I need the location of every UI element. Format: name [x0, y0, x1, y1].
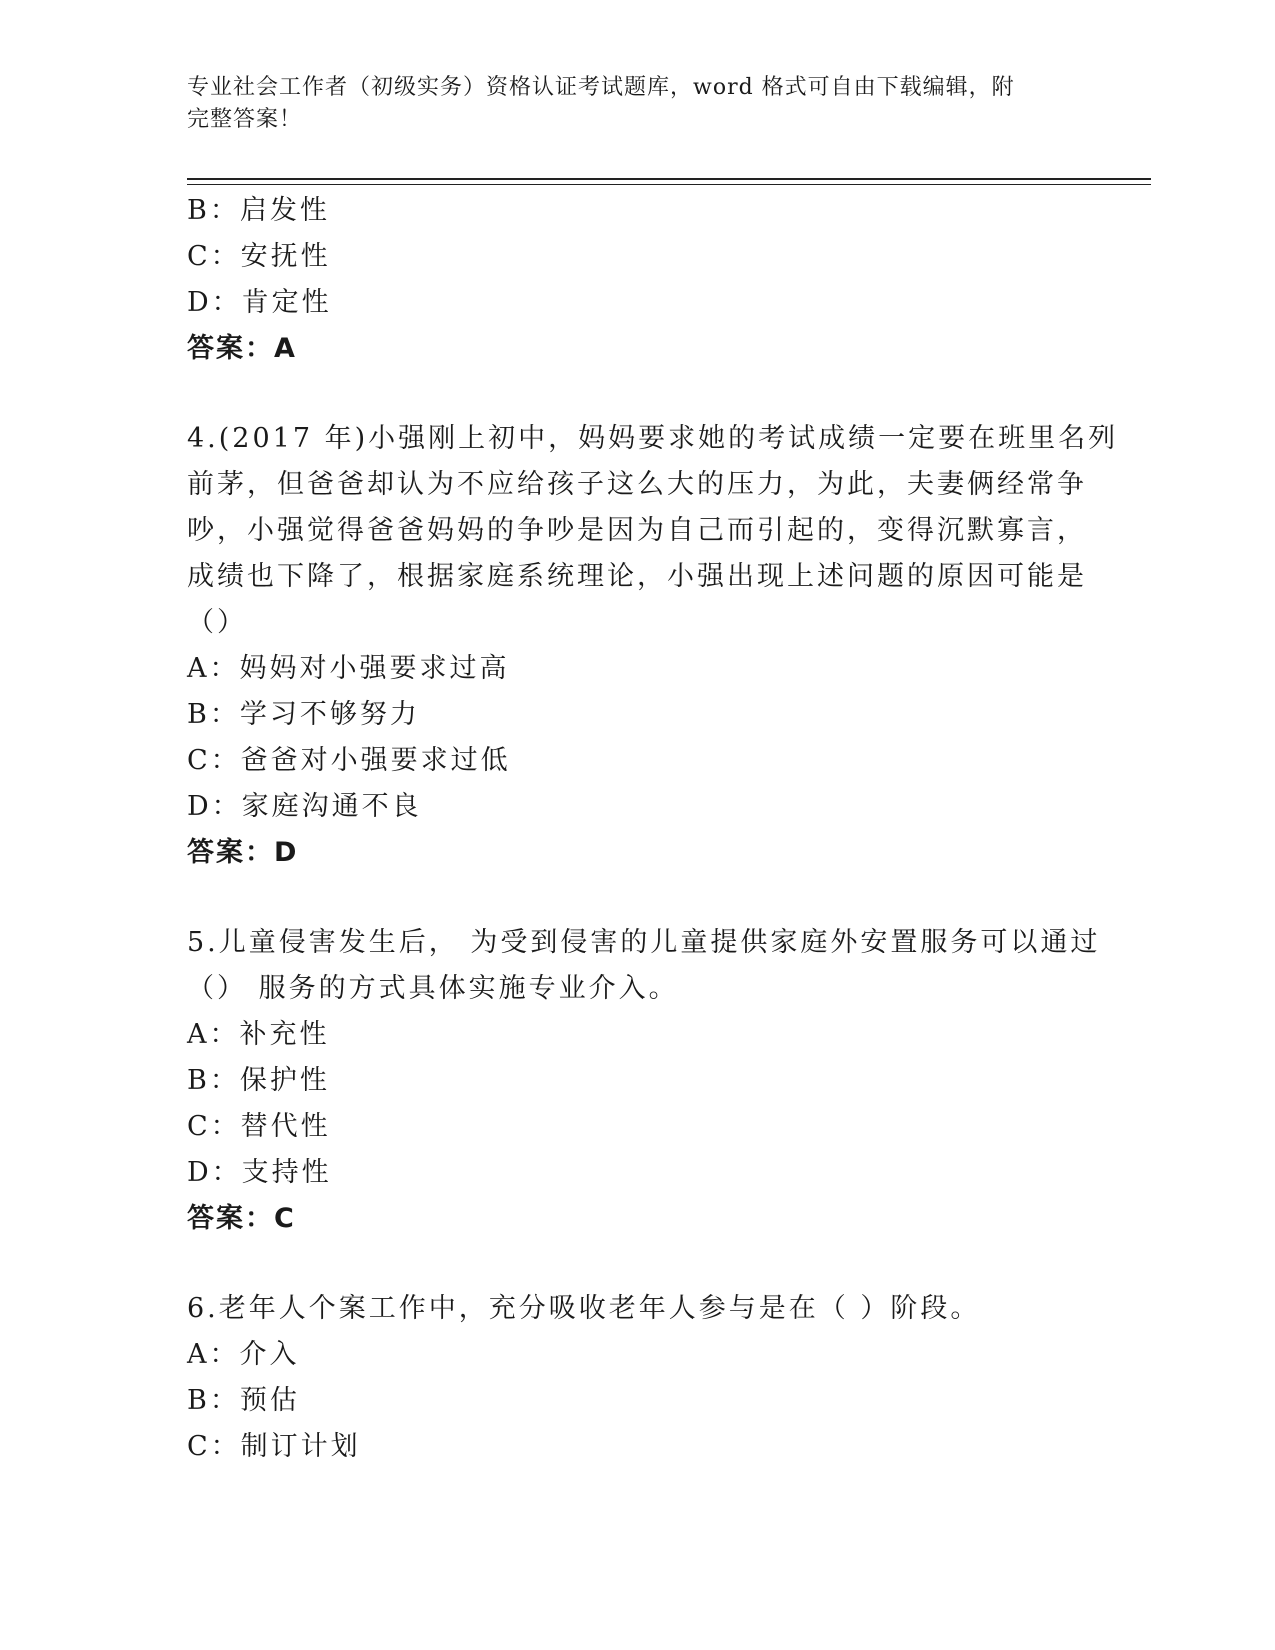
- option-c: C：制订计划: [187, 1431, 361, 1462]
- option-c: C：替代性: [187, 1111, 331, 1142]
- option-a: A：妈妈对小强要求过高: [187, 653, 510, 684]
- question-stem-line: 6.老年人个案工作中，充分吸收老年人参与是在（ ）阶段。: [187, 1293, 981, 1324]
- question-6: [187, 1286, 1067, 1470]
- question-stem-line: 成绩也下降了，根据家庭系统理论，小强出现上述问题的原因可能是: [187, 561, 1087, 592]
- question-stem-line: 吵，小强觉得爸爸妈妈的争吵是因为自己而引起的，变得沉默寡言，: [187, 515, 1087, 546]
- option-b: B：启发性: [187, 195, 330, 226]
- header-rule-thin: [187, 184, 1151, 185]
- option-a: A：补充性: [187, 1019, 330, 1050]
- question-stem-line: 4.(2017 年)小强刚上初中，妈妈要求她的考试成绩一定要在班里名列: [187, 423, 1119, 454]
- header-rule-thick: [187, 178, 1151, 180]
- option-c: C：安抚性: [187, 241, 331, 272]
- question-list: [187, 188, 1119, 1470]
- answer: 答案：D: [187, 837, 299, 868]
- option-c: C：爸爸对小强要求过低: [187, 745, 511, 776]
- option-d: D：肯定性: [187, 287, 332, 318]
- header-line-1: 专业社会工作者（初级实务）资格认证考试题库，word 格式可自由下载编辑，附: [187, 75, 1015, 100]
- option-d: D：支持性: [187, 1157, 332, 1188]
- question-stem-line: 前茅，但爸爸却认为不应给孩子这么大的压力，为此，夫妻俩经常争: [187, 469, 1087, 500]
- question-4: [187, 416, 1119, 876]
- option-b: B：预估: [187, 1385, 300, 1416]
- option-b: B：保护性: [187, 1065, 330, 1096]
- option-a: A：介入: [187, 1339, 300, 1370]
- answer: 答案：C: [187, 1203, 296, 1234]
- question-stem-line: （） 服务的方式具体实施专业介入。: [187, 973, 679, 1004]
- question-5: [187, 920, 1101, 1242]
- answer: 答案：A: [187, 333, 297, 364]
- option-d: D：家庭沟通不良: [187, 791, 422, 822]
- option-b: B：学习不够努力: [187, 699, 420, 730]
- header-line-2: 完整答案！: [187, 107, 303, 132]
- question-stem-line: 5.儿童侵害发生后， 为受到侵害的儿童提供家庭外安置服务可以通过: [187, 927, 1101, 958]
- question-stem-line: （）: [187, 607, 247, 638]
- question-3: [187, 188, 1067, 372]
- page-header: [187, 72, 1067, 136]
